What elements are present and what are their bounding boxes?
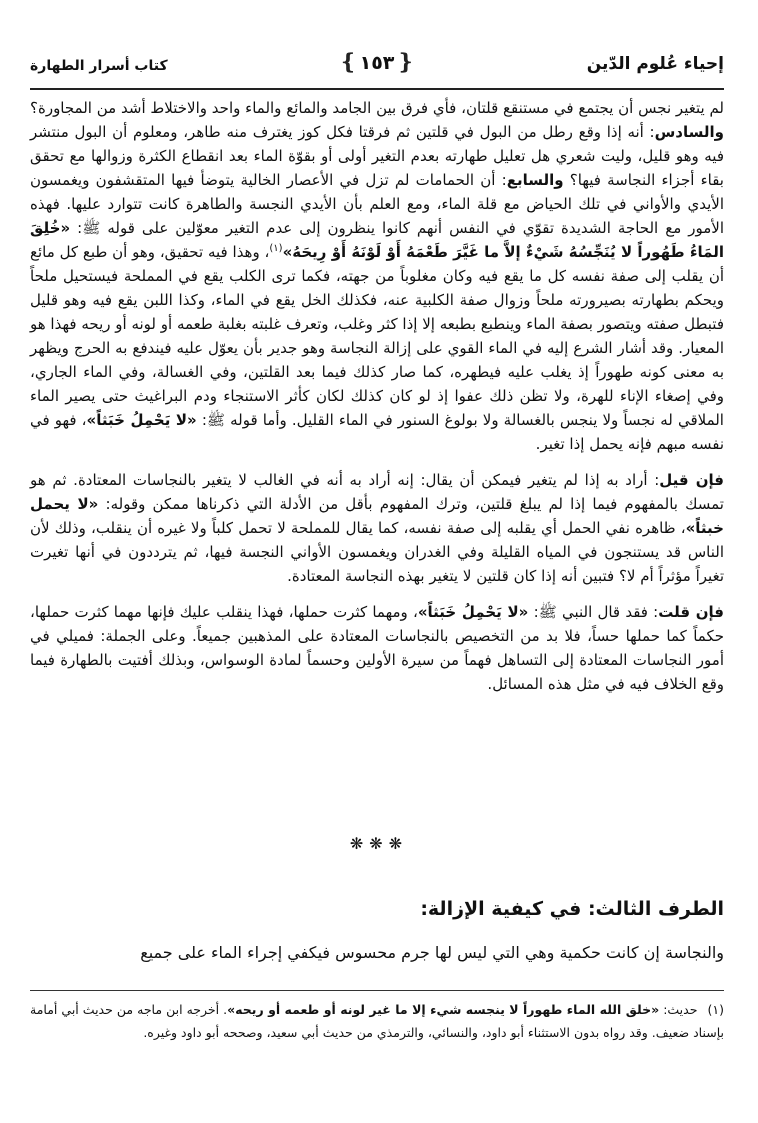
footnote-text: . أخرجه ابن ماجه من حديث أبي أمامة بإسناد ضعيف. وقد رواه بدون الاستثناء أبو داود، والنسائي، والترمذي من حديث أبي سعيد، وصححه أبو داود وغيره. — [30, 1002, 724, 1040]
footnote-number: (١) — [707, 1002, 724, 1017]
footnote-divider — [30, 990, 724, 991]
objection-label: فإن قيل — [659, 471, 725, 489]
paragraph-1: لم يتغير نجس أن يجتمع في مستنقع قلتان، فأي فرق بين الجامد والمائع والماء واحد والاختلاط أشد من المجاورة؟ والسادس: أنه إذا وقع رطل من البول في قلتين ثم فرقتا فكل كوز يغترف منه طاهر، ومعلوم أن البول منتشر فيه وهو قليل، وليت شعري هل تعليل طهارته بعدم التغير أولى أو بقوّة الماء بعد انقطاع الكثرة وزوالها مع تحقق بقاء أجزاء النجاسة فيها؟ والسابع: أن الحمامات لم تزل في الأعصار الخالية يتوضأ فيها المتقشفون ويغمسون الأيدي والأواني في تلك الحياض مع قلة الماء، ومع العلم بأن الأيدي النجسة والطاهرة كانت تتوارد عليها. فهذه الأمور مع الحاجة الشديدة تقوّي في النفس أنهم كانوا ينظرون إلى عدم التغير معوّلين على قوله ﷺ: «خُلِقَ المَاءُ طَهُوراً لا يُنَجِّسُهُ شَيْءٌ إلاَّ ما غَيَّرَ طَعْمَهُ أَوْ لَوْنَهُ أَوْ رِيحَهُ»$^{(١)}$، وهذا فيه تحقيق، وهو أن طبع كل مائع أن يقلب إلى صفة نفسه كل ما يقع فيه وكان مغلوباً من جهته، فكما ترى الكلب يقع في المملحة فيستحيل ملحاً ويحكم بطهارته بصيرورته ملحاً وزوال صفة الكلبية عنه، فكذلك الخل يقع في الماء، وكذا اللبن يقع فيه وهو قليل فتبطل صفته ويتصور بصفة الماء وينطبع بطبعه إلا إذا كثر وغلب، وتعرف غلبته بغلبة طعمه أو لونه أو ريحه فهذا هو المعيار. وقد أشار الشرع إليه في الماء القوي على إزالة النجاسة وهو جدير بأن يعوّل عليه فيندفع به الحرج ويظهر به معنى كونه طهوراً إذ يغلب عليه فيطهره، كما صار كذلك فيما بعد القلتين، وفي الغسالة، وفي الماء الجاري، وفي إصغاء الإناء للهرة، ولا تظن ذلك عفوا إذ لو كان كذلك لكان كأثر الاستنجاء ودم البراغيث حتى يصير الماء الملاقي له نجساً ولا ينجس بالغسالة ولا بولوغ السنور في الماء القليل. وأما قوله ﷺ: «لا يَحْمِلُ خَبَثاً»، فهو في نفسه مبهم فإنه يحمل إذا تغير. — [30, 99, 724, 453]
page-number: ١٥٣ — [359, 52, 395, 74]
footnote-hadith: «خلق الله الماء طهوراً لا ينجسه شيء إلا ما غير لونه أو طعمه أو ريحه» — [227, 1002, 660, 1017]
hadith-quote-2: «لا يَحْمِلُ خَبَثاً» — [86, 411, 197, 429]
hadith-quote-3: «لا يحمل خبثاً» — [30, 495, 724, 537]
section-separator: ❋❋❋ — [349, 834, 409, 853]
page-header — [30, 44, 724, 88]
seventh-label: والسابع — [506, 171, 564, 189]
reply-label: فإن قلت — [658, 603, 724, 621]
book-title: إحياء عُلوم الدّين — [586, 54, 724, 74]
section-heading: الطرف الثالث: في كيفية الإزالة: — [420, 898, 724, 920]
hadith-quote: «خُلِقَ المَاءُ طَهُوراً لا يُنَجِّسُهُ شَيْءٌ إلاَّ ما غَيَّرَ طَعْمَهُ أَوْ لَوْنَهُ أَوْ رِيحَهُ» — [30, 219, 724, 261]
chapter-title: كتاب أسرار الطهارة — [30, 58, 168, 74]
bracket-left-icon: ❴ — [339, 50, 358, 75]
sixth-label: والسادس — [654, 123, 724, 141]
hadith-quote-4: «لا يَحْمِلُ خَبَثاً» — [417, 603, 529, 621]
main-text — [30, 96, 724, 696]
section-text: والنجاسة إن كانت حكمية وهي التي ليس لها جرم محسوس فيكفي إجراء الماء على جميع — [140, 943, 724, 962]
footnote-marker[interactable]: (١) — [269, 243, 283, 254]
footnote — [30, 998, 724, 1044]
paragraph-2: فإن قيل: أراد به إذا لم يتغير فيمكن أن يقال: إنه أراد به أنه في الغالب لا يتغير بالنجاسات المعتادة. ثم هو تمسك بالمفهوم فيما إذا لم يبلغ قلتين، وترك المفهوم بأقل من الأدلة التي ذكرناها ممكن وقوله: «لا يحمل خبثاً»، ظاهره نفي الحمل أي يقلبه إلى صفة نفسه، كما يقال للمملحة لا تحمل كلباً ولا غيره أن ينقلب، وذلك لأن الناس قد يستنجون في المياه القليلة وفي الغدران ويغمسون الأواني النجسة فيها، ثم يترددون في أنها تغيرت تغيراً مؤثراً أم لا؟ فتبين أنه إذا كان قلتين لا يتغير بهذه النجاسة المعتادة. — [30, 471, 725, 585]
bracket-right-icon: ❵ — [396, 50, 415, 75]
footnote-label: حديث: — [663, 1002, 698, 1017]
header-divider — [30, 88, 724, 90]
paragraph-3: فإن قلت: فقد قال النبي ﷺ: «لا يَحْمِلُ خَبَثاً»، ومهما كثرت حملها، فهذا ينقلب عليك فإنها مهما كثرت حملها، حكماً كما حملها حساً، فلا بد من التخصيص بالنجاسات المعتادة على المذهبين جميعاً. وعلى الجملة: فميلي في أمور النجاسات المعتادة إلى التساهل فهماً من سيرة الأولين وحسماً لمادة الوسواس، وبذلك أفتيت بالطهارة فيما وقع الخلاف فيه في مثل هذه المسائل. — [30, 603, 724, 693]
